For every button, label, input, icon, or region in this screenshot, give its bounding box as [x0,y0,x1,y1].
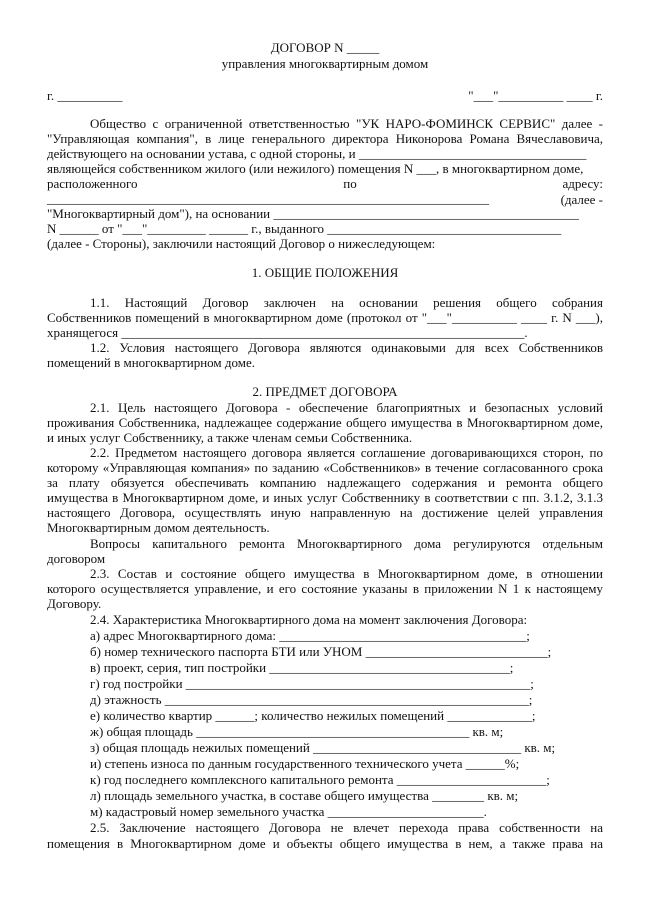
list-item: б) номер технического паспорта БТИ или УНОМ ____________________________; [90,644,552,659]
paragraph-line: которому «Управляющая компания» по заданию «Собственников» в течение согласованного срока [47,460,603,475]
paragraph-line: 1.1. Настоящий Договор заключен на основании решения общего собрания [90,295,603,310]
paragraph-line: помещения в Многоквартирном доме и объекты общего имущества в нем, а также права на [47,836,603,851]
paragraph-line: хранящегося ______________________________________________________________. [47,325,528,340]
paragraph-line: за плату обязуется обеспечивать компанию надлежащего содержания и ремонта общего [47,475,603,490]
paragraph-line: 2.3. Состав и состояние общего имущества в Многоквартирном доме, в отношении [90,566,603,581]
list-item: ж) общая площадь __________________________________________ кв. м; [90,724,504,739]
paragraph-line: 1.2. Условия настоящего Договора являются одинаковыми для всех Собственников [90,340,603,355]
preamble-line: Общество с ограниченной ответственностью "УК НАРО-ФОМИНСК СЕРВИС" далее - [90,116,603,131]
list-item: з) общая площадь нежилых помещений ________________________________ кв. м; [90,740,556,755]
paragraph-line: Договору. [47,596,102,611]
list-item: г) год постройки _____________________________________________________; [90,676,534,691]
paragraph-line: настоящего Договора, осуществлять иную направленную на достижение целей управления [47,505,603,520]
paragraph-line: проживания Собственника, надлежащее содержание общего имущества в Многоквартирном доме, [47,415,603,430]
list-item: к) год последнего комплексного капитального ремонта _______________________; [90,772,550,787]
preamble-line: расположенного по адресу: [47,176,603,191]
contract-subtitle: управления многоквартирным домом [221,56,429,71]
preamble-line: ____________________________________________________________________ [47,191,489,206]
preamble-line: (далее - Стороны), заключили настоящий Договор о нижеследующем: [47,236,436,251]
section-heading: 1. ОБЩИЕ ПОЛОЖЕНИЯ [251,265,399,280]
list-item: е) количество квартир ______; количество нежилых помещений _____________; [90,708,536,723]
paragraph-line: помещений в многоквартирном доме. [47,355,256,370]
list-item: в) проект, серия, тип постройки _____________________________________; [90,660,514,675]
preamble-line: N ______ от "___"_________ ______ г., выданного ____________________________________ [47,221,562,236]
preamble-line: действующего на основании устава, с одной стороны, и ___________________________________ [47,146,587,161]
paragraph-line: 2.4. Характеристика Многоквартирного дома на момент заключения Договора: [90,612,528,627]
paragraph-line: 2.1. Цель настоящего Договора - обеспечение благоприятных и безопасных условий [90,400,603,415]
paragraph-line: 2.5. Заключение настоящего Договора не влечет перехода права собственности на [90,820,603,835]
list-item: л) площадь земельного участка, в составе общего имущества ________ кв. м; [90,788,519,803]
preamble-line: являющейся собственником жилого (или нежилого) помещения N ___, в многоквартирном доме, [47,161,584,176]
contract-date: "___"__________ ____ г. [468,88,603,103]
list-item: д) этажность ________________________________________________________; [90,692,533,707]
paragraph-line: Вопросы капитального ремонта Многоквартирного дома регулируются отдельным [90,536,603,551]
contract-title: ДОГОВОР N _____ [270,40,380,55]
paragraph-line: имущества в Многоквартирном доме, и иных услуг Собственнику в соответствии с пп. 3.1.2, 3.1.3 [47,490,603,505]
paragraph-line: которого осуществляется управление, и его состояние указаны в приложении N 1 к настоящему [47,581,603,596]
preamble-line: "Управляющая компания", в лице генерального директора Никонорова Романа Вячеславовича, [47,131,603,146]
contract-city: г. __________ [47,88,123,103]
list-item: а) адрес Многоквартирного дома: ______________________________________; [90,628,530,643]
list-item: м) кадастровый номер земельного участка ________________________. [90,804,487,819]
preamble-line: (далее - [560,192,603,207]
paragraph-line: 2.2. Предметом настоящего договора является соглашение договаривающихся сторон, по [90,445,603,460]
paragraph-line: Собственников помещений в многоквартирном доме (протокол от "___"__________ ____ г. N ___), [47,310,603,325]
paragraph-line: Многоквартирным домом деятельность. [47,520,270,535]
paragraph-line: и иных услуг Собственнику, а также членам семьи Собственника. [47,430,413,445]
list-item: и) степень износа по данным государственного технического учета ______%; [90,756,520,771]
preamble-line: "Многоквартирный дом"), на основании _______________________________________________ [47,206,579,221]
paragraph-line: договором [47,551,106,566]
section-heading: 2. ПРЕДМЕТ ДОГОВОРА [252,384,398,399]
